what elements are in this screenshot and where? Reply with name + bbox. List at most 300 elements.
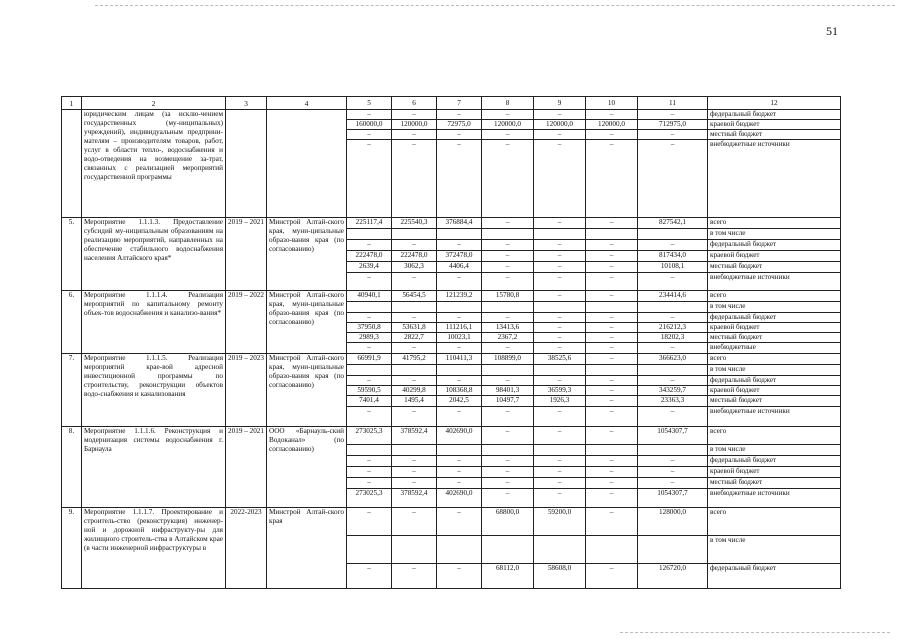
funding-value: –	[437, 313, 482, 323]
funding-value: –	[586, 313, 638, 323]
funding-value: –	[392, 273, 437, 290]
funding-value: –	[586, 396, 638, 407]
funding-value: –	[347, 376, 392, 386]
funding-source: всего	[708, 508, 840, 536]
funding-value: –	[392, 456, 437, 467]
funding-value	[586, 302, 638, 313]
funding-value: 366623,0	[638, 354, 708, 365]
funding-value	[482, 445, 534, 456]
funding-value: –	[534, 323, 586, 333]
period: 2019 – 2021	[226, 218, 267, 291]
funding-value: 216212,3	[638, 323, 708, 333]
table-row	[62, 110, 841, 218]
funding-value: –	[392, 110, 437, 120]
funding-value: –	[534, 251, 586, 262]
funding-value: –	[482, 140, 534, 217]
header-cell: 2	[82, 97, 226, 110]
funding-value: 108368,8	[437, 386, 482, 396]
funding-value: –	[586, 354, 638, 365]
funding-source: всего	[708, 218, 840, 229]
measure-description: Мероприятие 1.1.1.3. Предоставление субсидий му-ниципальным образованиям на реализацию мероприятий, направленных на обеспечение стабильного водоснабжения населения Алтайского края*	[82, 218, 226, 291]
funding-value	[482, 365, 534, 376]
funding-value: –	[482, 427, 534, 445]
funding-value: –	[392, 376, 437, 386]
funding-source: внебюджетные источники	[710, 140, 790, 148]
funding-value: 120000,0	[534, 120, 586, 130]
funding-source: всего	[708, 354, 840, 365]
funding-value	[638, 365, 708, 376]
table-row	[62, 291, 841, 354]
row-number	[62, 110, 82, 218]
funding-value: 41795,2	[392, 354, 437, 365]
funding-value: –	[437, 508, 482, 536]
header-cell: 8	[482, 97, 534, 109]
funding-value: –	[392, 140, 437, 217]
funding-value: 225117,4	[347, 218, 392, 229]
funding-value	[586, 229, 638, 240]
measure-description: юридическим лицам (за исклю-чением государственных (му-ниципальных) учреждений), индивидуальным предприни-мателям – производителям товаров, работ, услуг в области тепло-, водоснабжения и водо-отведения на возмещение за-трат, связанных с реализацией мероприятий государственной программы	[82, 110, 226, 218]
funding-value: –	[586, 291, 638, 302]
performer: Минстрой Алтай-ского края, муни-ципальные образо-вания края (по согласованию)	[267, 354, 347, 427]
funding-value: 111216,1	[437, 323, 482, 333]
funding-value: –	[586, 386, 638, 396]
funding-value: 108899,0	[482, 354, 534, 365]
header-cell: 12	[770, 99, 778, 107]
funding-value: 222478,0	[392, 251, 437, 262]
funding-value: –	[586, 456, 638, 467]
funding-value: –	[437, 564, 482, 588]
period	[226, 110, 267, 218]
funding-value: –	[586, 376, 638, 386]
funding-value: 2639,4	[347, 262, 392, 273]
funding-value: 40299,8	[392, 386, 437, 396]
header-cell: 10	[586, 97, 638, 109]
funding-value: 13413,6	[482, 323, 534, 333]
funding-value: 1054307,7	[638, 427, 708, 445]
funding-value: –	[347, 240, 392, 251]
funding-value: –	[392, 467, 437, 478]
funding-value: –	[347, 110, 392, 120]
funding-value: 53631,8	[392, 323, 437, 333]
funding-value: 817434,0	[638, 251, 708, 262]
funding-value: 40940,1	[347, 291, 392, 302]
funding-value	[392, 365, 437, 376]
funding-value	[437, 365, 482, 376]
funding-value	[347, 536, 392, 564]
funding-source: всего	[708, 291, 840, 302]
funding-value: 376884,4	[437, 218, 482, 229]
funding-source: внебюджетные	[710, 343, 756, 351]
funding-value: 98401,3	[482, 386, 534, 396]
funding-value: –	[534, 110, 586, 120]
funding-value: 273025,3	[347, 489, 392, 507]
funding-source: краевой бюджет	[708, 251, 840, 262]
performer	[267, 110, 347, 218]
funding-grid	[347, 218, 841, 291]
funding-source: федеральный бюджет	[710, 564, 777, 572]
funding-value	[534, 445, 586, 456]
funding-source: в том числе	[708, 445, 840, 456]
funding-value: 120000,0	[392, 120, 437, 130]
row-number: 7.	[62, 354, 82, 427]
funding-value	[347, 445, 392, 456]
funding-value: –	[347, 140, 392, 217]
funding-value	[392, 445, 437, 456]
header-cell: 1	[62, 97, 82, 110]
funding-value: 402690,0	[437, 427, 482, 445]
funding-value: –	[534, 291, 586, 302]
funding-value: –	[586, 140, 638, 217]
page-number: 51	[826, 24, 838, 38]
funding-source: местный бюджет	[708, 396, 840, 407]
funding-value: –	[437, 273, 482, 290]
funding-value: –	[534, 130, 586, 140]
funding-value: –	[586, 467, 638, 478]
funding-value: 10108,1	[638, 262, 708, 273]
top-scan-line	[95, 5, 895, 6]
funding-value: –	[347, 343, 392, 353]
funding-value: –	[437, 407, 482, 426]
funding-value: –	[392, 313, 437, 323]
funding-value: –	[392, 478, 437, 489]
funding-value: 59590,5	[347, 386, 392, 396]
header-cell: 6	[392, 97, 437, 109]
funding-value: –	[534, 313, 586, 323]
funding-value: –	[437, 467, 482, 478]
funding-value: –	[638, 343, 708, 353]
period: 2019 – 2023	[226, 354, 267, 427]
funding-value: 56454,5	[392, 291, 437, 302]
funding-value: 378592,4	[392, 427, 437, 445]
funding-value: 4406,4	[437, 262, 482, 273]
funding-grid	[347, 110, 841, 218]
funding-value: 712975,0	[638, 120, 708, 130]
funding-value	[437, 536, 482, 564]
funding-value: 59200,0	[534, 508, 586, 536]
funding-value: –	[586, 343, 638, 353]
row-number: 8.	[62, 427, 82, 508]
funding-value: –	[534, 456, 586, 467]
funding-value: 1054307,7	[638, 489, 708, 507]
funding-value	[534, 229, 586, 240]
funding-value: –	[534, 218, 586, 229]
funding-grid	[347, 354, 841, 427]
funding-value: –	[392, 343, 437, 353]
funding-value	[534, 536, 586, 564]
funding-value: 827542,1	[638, 218, 708, 229]
funding-value: –	[586, 564, 638, 588]
funding-value	[638, 536, 708, 564]
funding-value: –	[534, 343, 586, 353]
funding-value: –	[534, 273, 586, 290]
funding-value: –	[347, 467, 392, 478]
funding-value: –	[347, 564, 392, 588]
measure-description: Мероприятие 1.1.1.6. Реконструкция и модернизация системы водоснабжения г. Барнаула	[82, 427, 226, 508]
funding-value: –	[347, 407, 392, 426]
funding-value	[437, 229, 482, 240]
funding-value: –	[482, 489, 534, 507]
table-row	[62, 218, 841, 291]
funding-source: федеральный бюджет	[708, 456, 840, 467]
funding-value	[534, 302, 586, 313]
funding-value: 15780,8	[482, 291, 534, 302]
funding-value: –	[482, 273, 534, 290]
funding-value: 3062,3	[392, 262, 437, 273]
funding-value: –	[534, 262, 586, 273]
funding-value: –	[482, 262, 534, 273]
funding-value: –	[437, 478, 482, 489]
funding-value: 1495,4	[392, 396, 437, 407]
funding-value: –	[347, 313, 392, 323]
funding-value: –	[638, 478, 708, 489]
funding-source: внебюджетные источники	[710, 407, 790, 415]
row-number: 6.	[62, 291, 82, 354]
performer: ООО «Барнауль-ский Водоканал» (по согласованию)	[267, 427, 347, 508]
funding-value: –	[586, 273, 638, 290]
funding-value: –	[347, 273, 392, 290]
header-cell: 4	[267, 97, 347, 110]
header-row	[62, 97, 841, 110]
funding-value	[392, 536, 437, 564]
funding-value: –	[586, 508, 638, 536]
funding-value: 2822,7	[392, 333, 437, 343]
funding-value: –	[586, 478, 638, 489]
funding-value: –	[482, 251, 534, 262]
funding-value: –	[392, 130, 437, 140]
funding-value: –	[586, 407, 638, 426]
funding-value: –	[534, 467, 586, 478]
header-cell: 11	[638, 97, 708, 109]
funding-value: 1926,3	[534, 396, 586, 407]
funding-value: –	[534, 140, 586, 217]
header-cell: 3	[226, 97, 267, 110]
funding-value: –	[534, 240, 586, 251]
funding-value: –	[482, 407, 534, 426]
funding-value: –	[586, 333, 638, 343]
bottom-scan-line	[620, 632, 890, 633]
table-row	[62, 354, 841, 427]
funding-value: –	[437, 140, 482, 217]
funding-value: –	[534, 489, 586, 507]
funding-value: 126720,0	[638, 564, 708, 588]
funding-value: 378592,4	[392, 489, 437, 507]
funding-source: внебюджетные источники	[710, 273, 790, 281]
funding-value: –	[586, 251, 638, 262]
funding-value: 2042,5	[437, 396, 482, 407]
measure-description: Мероприятие 1.1.1.7. Проектирование и строитель-ство (реконструкция) инженер-ной и дорожной инфраструкту-ры для жилищного строитель-ства в Алтайском крае (в части инженерной инфраструктуры в	[82, 508, 226, 589]
funding-source: краевой бюджет	[708, 323, 840, 333]
funding-source: всего	[708, 427, 840, 445]
funding-value: –	[437, 343, 482, 353]
funding-value: 120000,0	[482, 120, 534, 130]
funding-value: –	[638, 467, 708, 478]
funding-value: –	[534, 333, 586, 343]
period: 2019 – 2021	[226, 427, 267, 508]
funding-value	[638, 445, 708, 456]
funding-value: –	[638, 456, 708, 467]
funding-value: –	[437, 240, 482, 251]
funding-value	[392, 229, 437, 240]
funding-value: –	[347, 508, 392, 536]
funding-value: –	[638, 110, 708, 120]
funding-value: –	[586, 262, 638, 273]
funding-value: 225540,3	[392, 218, 437, 229]
measure-description: Мероприятие 1.1.1.5. Реализация мероприятий крае-вой адресной инвестиционной программы по строительству, реконструкции объектов водо-снабжения и канализования	[82, 354, 226, 427]
funding-source: в том числе	[708, 365, 840, 376]
funding-value: –	[534, 478, 586, 489]
funding-value: 10497,7	[482, 396, 534, 407]
funding-source: в том числе	[708, 229, 840, 240]
funding-value	[586, 365, 638, 376]
funding-value	[586, 445, 638, 456]
funding-source: в том числе	[708, 302, 840, 313]
funding-source: краевой бюджет	[708, 386, 840, 396]
funding-value: –	[638, 140, 708, 217]
period: 2022-2023	[226, 508, 267, 589]
performer: Минстрой Алтай-ского края, муни-ципальные образо-вания края (по согласованию)	[267, 218, 347, 291]
header-sub	[347, 97, 841, 110]
funding-value: 58608,0	[534, 564, 586, 588]
funding-source: местный бюджет	[708, 130, 840, 140]
funding-grid	[347, 508, 841, 589]
funding-value: 66991,9	[347, 354, 392, 365]
funding-value: 120000,0	[586, 120, 638, 130]
funding-value: –	[437, 376, 482, 386]
funding-value: 222478,0	[347, 251, 392, 262]
funding-value: –	[586, 240, 638, 251]
funding-value: 121239,2	[437, 291, 482, 302]
funding-source: внебюджетные источники	[710, 489, 790, 497]
funding-value: –	[482, 130, 534, 140]
funding-value: –	[482, 313, 534, 323]
funding-value	[586, 536, 638, 564]
funding-value	[437, 445, 482, 456]
funding-grid	[347, 291, 841, 354]
funding-source: местный бюджет	[708, 262, 840, 273]
funding-value: –	[482, 376, 534, 386]
performer: Минстрой Алтай-ского края	[267, 508, 347, 589]
funding-value	[347, 229, 392, 240]
header-cell: 5	[347, 97, 392, 109]
funding-value: –	[437, 456, 482, 467]
funding-value: –	[392, 407, 437, 426]
funding-value: –	[586, 323, 638, 333]
funding-value: 36599,3	[534, 386, 586, 396]
funding-value: –	[347, 478, 392, 489]
funding-value: 23363,3	[638, 396, 708, 407]
row-number: 9.	[62, 508, 82, 589]
funding-value: –	[638, 376, 708, 386]
funding-value: 68800,0	[482, 508, 534, 536]
funding-value	[534, 365, 586, 376]
funding-value: –	[638, 273, 708, 290]
funding-value: –	[586, 489, 638, 507]
table-row	[62, 427, 841, 508]
funding-source: краевой бюджет	[708, 467, 840, 478]
period: 2019 – 2022	[226, 291, 267, 354]
funding-value: –	[392, 564, 437, 588]
funding-value: –	[437, 130, 482, 140]
funding-value: –	[347, 456, 392, 467]
funding-value: –	[534, 376, 586, 386]
funding-source: краевой бюджет	[708, 120, 840, 130]
funding-source: федеральный бюджет	[708, 240, 840, 251]
funding-value: –	[347, 130, 392, 140]
funding-value: –	[392, 508, 437, 536]
header-cell: 9	[534, 97, 586, 109]
funding-value: –	[586, 218, 638, 229]
funding-value: –	[437, 110, 482, 120]
funding-value: –	[482, 467, 534, 478]
funding-value: –	[638, 240, 708, 251]
funding-source: в том числе	[708, 536, 840, 564]
funding-value: 18202,3	[638, 333, 708, 343]
funding-value: –	[586, 427, 638, 445]
funding-value: 72975,0	[437, 120, 482, 130]
funding-value: –	[392, 240, 437, 251]
funding-value: –	[638, 407, 708, 426]
funding-source: местный бюджет	[708, 333, 840, 343]
budget-table	[61, 96, 841, 589]
row-number: 5.	[62, 218, 82, 291]
funding-value: 37950,8	[347, 323, 392, 333]
funding-value: 273025,3	[347, 427, 392, 445]
funding-value	[392, 302, 437, 313]
funding-value: –	[534, 407, 586, 426]
funding-value: 2367,2	[482, 333, 534, 343]
funding-value	[482, 536, 534, 564]
funding-value: 2989,3	[347, 333, 392, 343]
funding-value: –	[482, 218, 534, 229]
funding-value	[347, 365, 392, 376]
funding-grid	[347, 427, 841, 508]
funding-value: 128000,0	[638, 508, 708, 536]
funding-value: –	[586, 110, 638, 120]
funding-value	[638, 229, 708, 240]
funding-value: –	[482, 456, 534, 467]
performer: Минстрой Алтай-ского края, муни-ципальные образо-вания края (по согласованию)	[267, 291, 347, 354]
funding-value: –	[482, 478, 534, 489]
funding-value	[638, 302, 708, 313]
funding-value: 110411,3	[437, 354, 482, 365]
funding-value: 343259,7	[638, 386, 708, 396]
funding-value: –	[482, 110, 534, 120]
funding-value: –	[638, 313, 708, 323]
measure-description: Мероприятие 1.1.1.4. Реализация мероприятий по капитальному ремонту объек-тов водоснабжения и канализо-вания*	[82, 291, 226, 354]
funding-value: –	[534, 427, 586, 445]
funding-source: федеральный бюджет	[708, 376, 840, 386]
funding-value	[347, 302, 392, 313]
funding-source: местный бюджет	[708, 478, 840, 489]
funding-value	[437, 302, 482, 313]
funding-value: 372478,0	[437, 251, 482, 262]
funding-value: –	[482, 240, 534, 251]
funding-value	[482, 302, 534, 313]
table-row	[62, 508, 841, 589]
funding-value: 7401,4	[347, 396, 392, 407]
funding-value: 402690,0	[437, 489, 482, 507]
funding-source: федеральный бюджет	[708, 110, 840, 120]
funding-value: –	[482, 343, 534, 353]
funding-value: 38525,6	[534, 354, 586, 365]
funding-value	[482, 229, 534, 240]
funding-value: –	[638, 130, 708, 140]
funding-source: федеральный бюджет	[708, 313, 840, 323]
funding-value: 160000,0	[347, 120, 392, 130]
funding-value: 234414,6	[638, 291, 708, 302]
funding-value: 10023,1	[437, 333, 482, 343]
header-cell: 7	[437, 97, 482, 109]
